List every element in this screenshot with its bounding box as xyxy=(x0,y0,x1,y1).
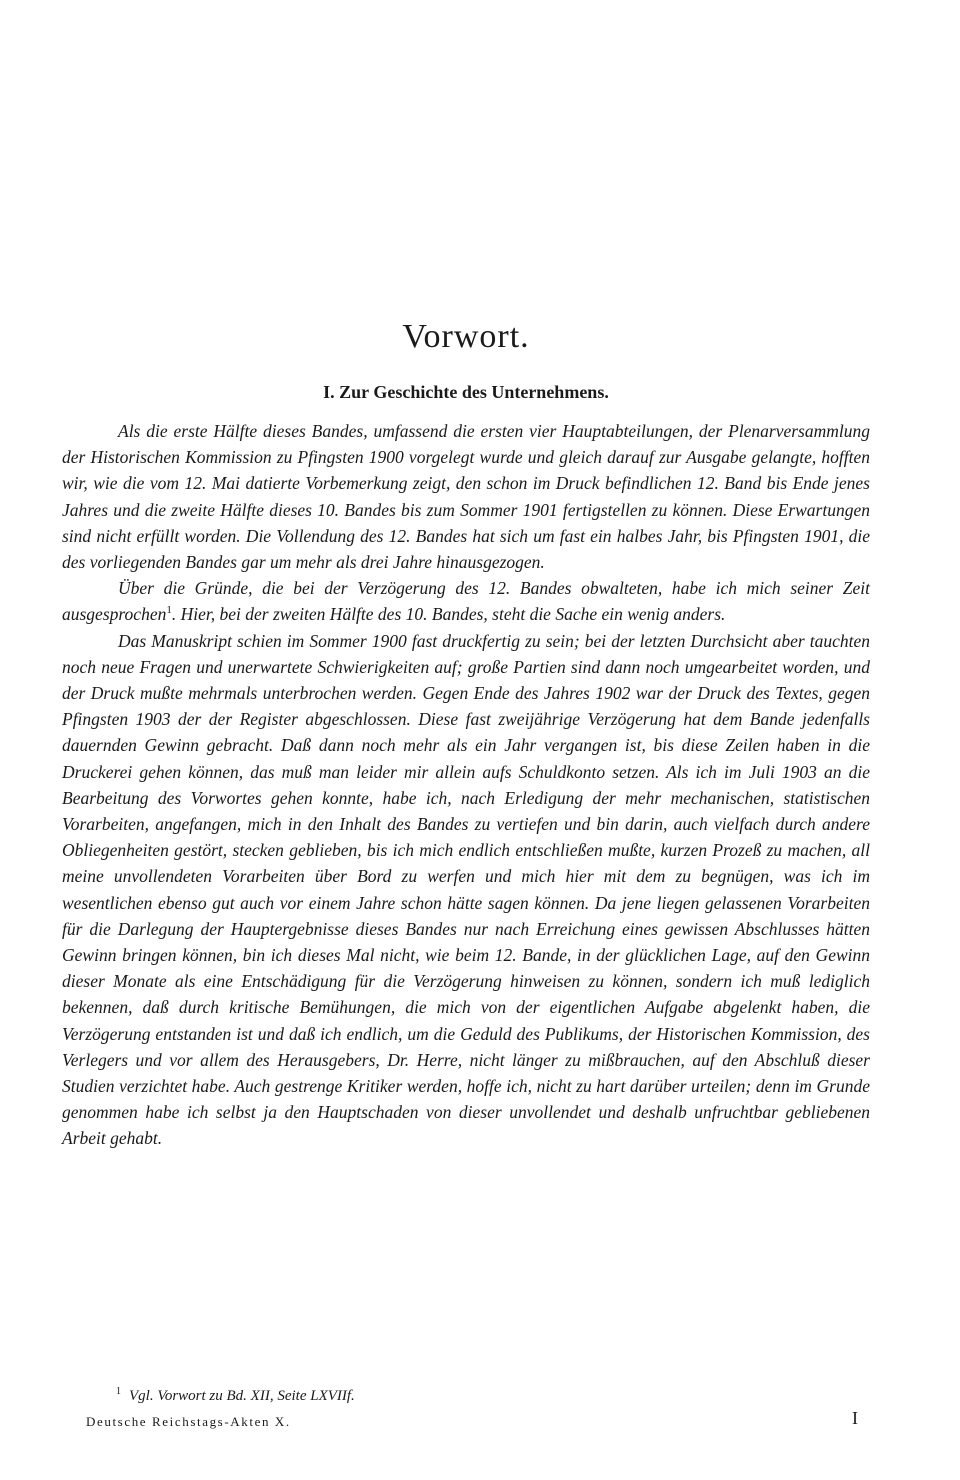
document-page xyxy=(62,0,870,1480)
paragraph-2-text-after: . Hier, bei der zweiten Hälfte des 10. Bandes, steht die Sache ein wenig anders. xyxy=(171,604,726,625)
footnote-mark: 1 xyxy=(116,1386,121,1397)
paragraph-2-text-before: Über die Gründe, die bei der Verzögerung des 12. Bandes obwalteten, habe ich mich seiner Zeit ausgesprochen xyxy=(62,578,870,625)
page-title: Vorwort. xyxy=(402,318,530,355)
section-heading: I. Zur Geschichte des Unternehmens. xyxy=(323,382,609,402)
paragraph-3: Das Manuskript schien im Sommer 1900 fast druckfertig zu sein; bei der letzten Durchsicht aber tauchten noch neue Fragen und unerwartete Schwierigkeiten auf; große Partien sind dann noch umgearbeitet worden, und der Druck mußte mehrmals unterbrochen werden. Gegen Ende des Jahres 1902 war der Druck des Textes, gegen Pfingsten 1903 der der Register abgeschlossen. Diese fast zweijährige Verzögerung hat dem Bande jedenfalls dauernden Gewinn gebracht. Daß dann noch mehr als ein Jahr vergangen ist, bis diese Zeilen haben in die Druckerei gehen können, das muß man leider mir allein aufs Schuldkonto setzen. Als ich im Juli 1903 an die Bearbeitung des Vorwortes gehen konnte, habe ich, nach Erledigung der mehr mechanischen, statistischen Vorarbeiten, angefangen, mich in den Inhalt des Bandes zu vertiefen und bin darin, auch vielfach durch andere Obliegenheiten gestört, stecken geblieben, bis ich mich endlich entschließen mußte, kurzen Prozeß zu machen, all meine unvollendeten Vorarbeiten über Bord zu werfen und mich hier mit dem zu begnügen, was ich im wesentlichen ebenso gut auch vor einem Jahre schon hätte sagen können. Da jene liegen gelassenen Vorarbeiten für die Darlegung der Hauptergebnisse dieses Bandes nur nach Erreichung eines gewissen Abschlusses hätten Gewinn bringen können, bin ich dieses Mal nicht, wie beim 12. Bande, in der glücklichen Lage, auf den Gewinn dieser Monate als eine Entschädigung für die Verzögerung hinweisen zu können, sondern ich muß lediglich bekennen, daß durch kritische Bemühungen, die mich von der eigentlichen Aufgabe abgelenkt haben, die Verzögerung entstanden ist und daß ich endlich, um die Geduld des Publikums, der Historischen Kommission, des Verlegers und vor allem des Herausgebers, Dr. Herre, nicht länger zu mißbrauchen, auf den Abschluß dieser Studien verzichtet habe. Auch gestrenge Kritiker werden, hoffe ich, nicht zu hart darüber urteilen; denn im Grunde genommen habe ich selbst ja den Hauptschaden von dieser unvollendet und deshalb unfruchtbar gebliebenen Arbeit gehabt. xyxy=(62,630,870,1149)
paragraph-2 xyxy=(62,575,870,627)
running-footer: Deutsche Reichstags-Akten X. xyxy=(86,1414,291,1429)
page-number: I xyxy=(852,1408,858,1428)
footnote-text: Vgl. Vorwort zu Bd. XII, Seite LXVIIf. xyxy=(129,1388,355,1404)
body-text xyxy=(62,418,870,1152)
footnote-reference: 1 xyxy=(166,604,172,617)
footnote xyxy=(116,1386,355,1405)
paragraph-1: Als die erste Hälfte dieses Bandes, umfassend die ersten vier Hauptabteilungen, der Plenarversammlung der Historischen Kommission zu Pfingsten 1900 vorgelegt wurde und gleich darauf zur Ausgabe gelangte, hofften wir, wie die vom 12. Mai datierte Vorbemerkung zeigt, den schon im Druck befindlichen 12. Band bis Ende jenes Jahres und die zweite Hälfte dieses 10. Bandes bis zum Sommer 1901 fertigstellen zu können. Diese Erwartungen sind nicht erfüllt worden. Die Vollendung des 12. Bandes hat sich um fast ein halbes Jahr, bis Pfingsten 1901, die des vorliegenden Bandes gar um mehr als drei Jahre hinausgezogen. xyxy=(62,421,870,573)
